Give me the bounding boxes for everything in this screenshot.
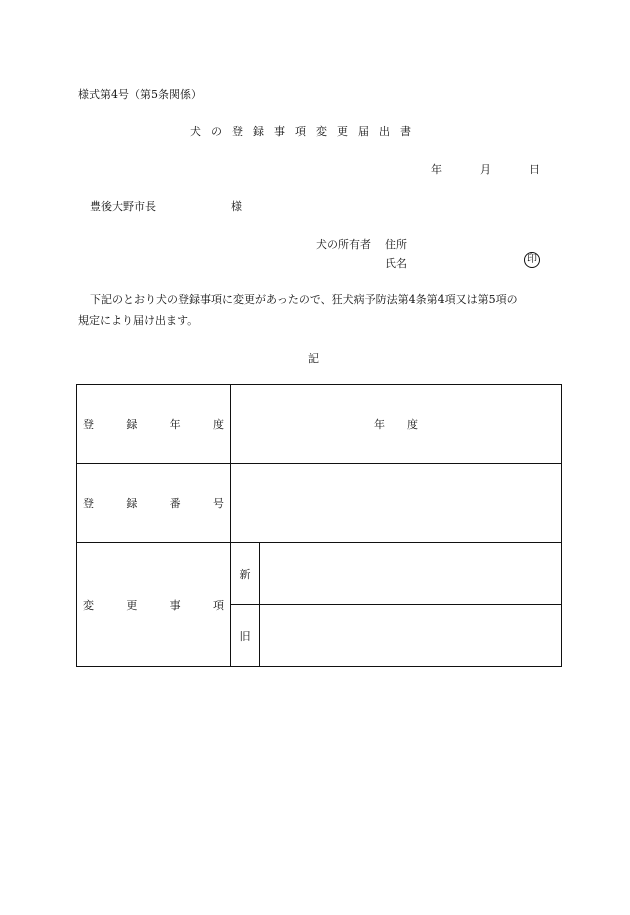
label-char: 録	[126, 497, 138, 510]
registration-year-label	[77, 385, 231, 464]
label-char: 年	[169, 418, 181, 431]
label-char: 登	[83, 497, 94, 510]
label-char: 度	[212, 418, 224, 431]
date-day-label: 日	[529, 163, 540, 176]
owner-heading: 犬の所有者	[316, 238, 371, 251]
change-new-row	[77, 543, 562, 605]
body-text-line-1: 下記のとおり犬の登録事項に変更があったので、狂犬病予防法第4条第4項又は第5項の	[90, 293, 518, 306]
ki-heading: 記	[308, 352, 319, 365]
seal-mark: 印	[524, 252, 540, 268]
label-char: 更	[126, 598, 138, 612]
registration-year-row	[77, 385, 562, 464]
form-number: 様式第4号（第5条関係）	[78, 88, 202, 101]
old-value-field[interactable]	[260, 605, 562, 667]
change-items-label	[77, 543, 231, 667]
new-value-field[interactable]	[260, 543, 562, 605]
owner-name-label: 氏名	[385, 257, 407, 270]
label-char: 号	[212, 497, 224, 510]
owner-address-label: 住所	[385, 238, 407, 251]
registration-number-row	[77, 464, 562, 543]
label-char: 録	[126, 418, 138, 431]
registration-year-field[interactable]	[231, 385, 562, 464]
label-char: 変	[83, 598, 94, 612]
label-char: 番	[169, 497, 181, 510]
date-month-label: 月	[480, 163, 491, 176]
registration-year-value: 年度	[374, 418, 440, 431]
registration-number-label	[77, 464, 231, 543]
registration-number-field[interactable]	[231, 464, 562, 543]
addressee: 豊後大野市長	[90, 200, 156, 213]
label-char: 事	[169, 598, 181, 612]
date-year-label: 年	[431, 163, 442, 176]
document-title: 犬の登録事項変更届出書	[190, 125, 421, 138]
label-char: 登	[83, 418, 94, 431]
addressee-honorific: 様	[231, 200, 242, 213]
old-label: 旧	[231, 605, 260, 667]
registration-change-table	[76, 384, 562, 667]
label-char: 項	[212, 598, 224, 612]
new-label: 新	[231, 543, 260, 605]
body-text-line-2: 規定により届け出ます。	[78, 314, 199, 327]
